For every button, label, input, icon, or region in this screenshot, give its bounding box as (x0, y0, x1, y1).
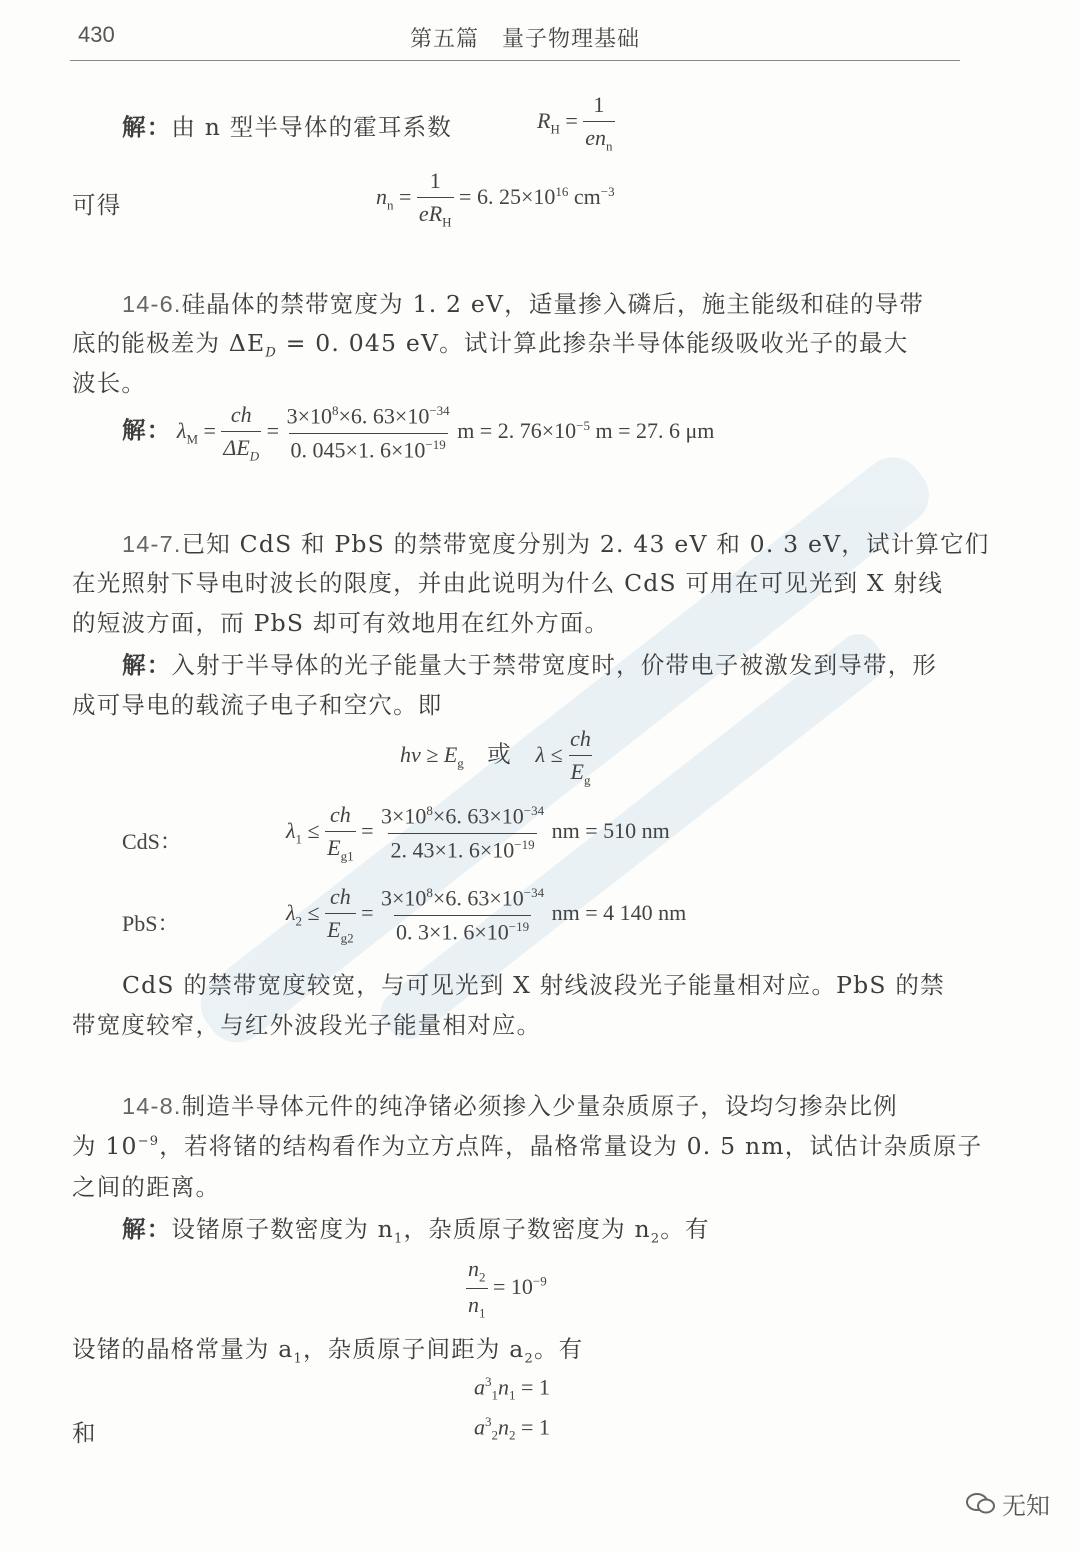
value: nm = 510 nm (551, 818, 670, 844)
text: λ ≤ (535, 742, 563, 768)
value: = 10 (493, 1273, 533, 1299)
sub: 2 (479, 1269, 486, 1285)
symbol: E (570, 759, 584, 784)
problem-line (122, 1087, 898, 1121)
exp: 16 (555, 183, 569, 199)
unit: cm (568, 184, 601, 210)
symbol: E (327, 917, 341, 942)
symbol: n (498, 1414, 509, 1440)
solution-line (72, 1330, 583, 1367)
sub: n (606, 138, 613, 154)
problem-line: 的短波方面，而 PbS 却可有效地用在红外方面。 (72, 609, 610, 637)
solution-label: 解： (122, 418, 172, 445)
formula-wavelength: 解： $\lambda_M$ = $\frac{ch}{\Delta E_D}$ = $\frac{3\times 10^8\times 6. 63\times 10^{-34}}{0. 045\times 1. 6\times 10^{-19}}$ m = 2. $76\times 10^{-5}$ m = 27. 6 μm (122, 402, 715, 464)
problem-line (122, 285, 924, 319)
fraction (568, 726, 593, 788)
sub: 2 (491, 1427, 498, 1443)
solution-label: 解： (122, 651, 172, 679)
sub: 1 (295, 831, 303, 847)
exp: 8 (426, 803, 433, 819)
numerator: 1 (593, 92, 605, 117)
sub: 1 (479, 1305, 486, 1321)
text: hν ≥ E (400, 742, 458, 768)
sub: 1 (491, 1387, 498, 1403)
exp: −19 (508, 918, 530, 934)
running-header: 第五篇 量子物理基础 (410, 27, 641, 52)
exp: −5 (576, 417, 590, 433)
text: ，杂质原子间距为 a (302, 1335, 525, 1363)
exp: −34 (429, 403, 450, 419)
symbol: λ (176, 418, 187, 444)
conclusion-line: 带宽度较窄，与红外波段光子能量相对应。 (72, 1011, 542, 1039)
exp: −19 (425, 436, 446, 452)
value: m = 2. 76×10 (457, 418, 577, 444)
formula-hall: $R_H$ = $\frac{1}{en_n}$ (537, 92, 613, 154)
fraction (285, 403, 452, 463)
fraction (325, 802, 355, 864)
text: ×6. 63×10 (432, 803, 524, 829)
text: 3×10 (286, 403, 333, 429)
sub: 1 (394, 1231, 404, 1247)
symbol: ΔE (223, 435, 250, 460)
problem-line (122, 525, 989, 559)
text: 入射于半导体的光子能量大于禁带宽度时，价带电子被激发到导带，形 (171, 651, 938, 679)
text: 由 n 型半导体的霍耳系数 (171, 113, 453, 141)
brand-name: 无知 (1002, 1492, 1050, 1520)
text: 硅晶体的禁带宽度为 1. 2 eV，适量掺入磷后，施主能级和硅的导带 (181, 290, 925, 318)
problem-number: 14-7. (122, 531, 182, 557)
text: 制造半导体元件的纯净锗必须掺入少量杂质原子，设均匀掺杂比例 (181, 1092, 898, 1120)
sub: g (583, 772, 591, 788)
text: 或 (487, 742, 512, 769)
numerator: 1 (429, 168, 441, 193)
fraction (221, 402, 261, 464)
sub: g1 (340, 848, 354, 864)
fraction (325, 884, 355, 946)
numerator: ch (570, 726, 591, 751)
cds-label: CdS： (122, 829, 182, 854)
symbol: e (418, 201, 429, 226)
text: ，若将锗的结构看作为立方点阵，晶格常量设为 0. 5 nm，试估计杂质原子 (159, 1132, 983, 1160)
brand-logo (966, 1486, 1050, 1521)
value: = 6. 25×10 (459, 184, 556, 210)
text: 已知 CdS 和 PbS 的禁带宽度分别为 2. 43 eV 和 0. 3 eV，试计算它们 (181, 530, 990, 558)
numerator: ch (329, 884, 351, 909)
solution-line (122, 646, 937, 680)
exp: 3 (485, 1414, 492, 1429)
sub: H (442, 214, 452, 230)
solution-label: 解： (122, 1215, 172, 1243)
solution-line (122, 108, 452, 142)
value: nm = 4 140 nm (551, 900, 687, 926)
text: 2. 43×1. 6×10 (390, 837, 515, 863)
problem-number: 14-6. (122, 291, 182, 317)
sub: 1 (509, 1387, 516, 1403)
sub: n (387, 197, 394, 213)
text-line: 可得 (72, 191, 122, 219)
fraction (466, 1256, 488, 1322)
text: ×6. 63×10 (432, 885, 524, 911)
formula-pbs: $\lambda_2$ ≤ $\frac{ch}{E_{g2}}$ = $\frac{3\times 10^8\times 6. 63\times 10^{-34}}{0. 3\times 1. 6\times 10^{-19}}$ nm = 4 140 nm (286, 884, 687, 946)
sub: M (186, 431, 198, 447)
formula-eq2 (474, 1414, 550, 1444)
sub: g (457, 755, 464, 771)
pbs-label: PbS： (122, 911, 180, 936)
text-line: 和 (72, 1419, 97, 1447)
problem-line: 在光照射下导电时波长的限度，并由此说明为什么 CdS 可用在可见光到 X 射线 (72, 569, 944, 597)
value: = 1 (515, 1374, 550, 1400)
exp: 8 (332, 403, 339, 419)
exp: 3 (485, 1374, 492, 1389)
solution-line (122, 1210, 710, 1247)
exp: −34 (523, 885, 545, 901)
sub: H (550, 121, 560, 137)
symbol: n (595, 125, 607, 150)
exp: −9 (137, 1134, 160, 1150)
problem-number: 14-8. (122, 1093, 182, 1119)
problem-line: 之间的距离。 (72, 1173, 221, 1201)
problem-line (72, 1127, 982, 1161)
problem-line: 波长。 (72, 369, 147, 397)
conclusion-line: CdS 的禁带宽度较宽，与可见光到 X 射线波段光子能量相对应。PbS 的禁 (122, 971, 945, 999)
symbol: λ (286, 818, 296, 844)
formula-density: $n_n$ = $\frac{1}{eR_H}$ = 6. $25\times 10^{16}$ $cm^{-3}$ (376, 168, 615, 230)
numerator: ch (230, 402, 252, 427)
exp: −34 (523, 803, 545, 819)
text: 0. 045×1. 6×10 (290, 437, 426, 463)
text: 。有 (533, 1335, 584, 1363)
page-number: 430 (78, 22, 115, 47)
sub: 1 (293, 1351, 303, 1367)
sub: 2 (509, 1427, 516, 1443)
solution-line: 成可导电的载流子电子和空穴。即 (72, 691, 443, 719)
value: = 1 (515, 1414, 550, 1440)
sub: D (265, 345, 278, 361)
symbol: n (376, 184, 387, 210)
value: m = 27. 6 μm (589, 418, 715, 444)
exp: −9 (532, 1273, 547, 1289)
symbol: R (537, 108, 551, 134)
formula-condition (400, 726, 593, 788)
problem-line (72, 324, 908, 361)
symbol: E (327, 835, 341, 860)
sub: D (249, 448, 260, 464)
text: 设锗原子数密度为 n (171, 1215, 395, 1243)
sub: 2 (650, 1231, 661, 1247)
numerator: ch (329, 802, 351, 827)
text: 0. 3×1. 6×10 (395, 919, 509, 945)
text: = 0. 045 eV。试计算此掺杂半导体能级吸收光子的最大 (277, 329, 909, 357)
symbol: a (474, 1414, 485, 1440)
fraction (583, 92, 614, 154)
solution-label: 解： (122, 113, 172, 141)
text: 3×10 (380, 885, 427, 911)
text: 为 10 (72, 1132, 138, 1160)
fraction (379, 803, 546, 863)
text: 。有 (660, 1215, 710, 1243)
text: ×6. 63×10 (338, 403, 430, 429)
formula-eq1 (474, 1374, 550, 1404)
text: ，杂质原子数密度为 n (403, 1215, 651, 1243)
chat-bubble-icon (966, 1492, 996, 1516)
fraction (379, 885, 546, 945)
header-rule (70, 60, 960, 61)
symbol: n (468, 1256, 479, 1281)
formula-ratio (466, 1256, 547, 1322)
symbol: λ (286, 900, 296, 926)
formula-cds: $\lambda_1$ ≤ $\frac{ch}{E_{g1}}$ = $\frac{3\times 10^8\times 6. 63\times 10^{-34}}{2. 43\times 1. 6\times 10^{-19}}$ nm = 510 nm (286, 802, 670, 864)
text: 3×10 (380, 803, 427, 829)
sub: g2 (340, 930, 354, 946)
symbol: a (474, 1374, 485, 1400)
text: 底的能极差为 ΔE (72, 329, 266, 357)
exp: −3 (600, 183, 615, 199)
symbol: R (428, 201, 443, 226)
symbol: n (468, 1292, 479, 1318)
sub: 2 (295, 913, 303, 929)
sub: 2 (524, 1351, 534, 1367)
exp: −19 (514, 836, 535, 852)
text: 设锗的晶格常量为 a (72, 1335, 294, 1363)
symbol: n (498, 1374, 509, 1400)
fraction (417, 168, 454, 230)
exp: 8 (426, 885, 433, 901)
symbol: e (585, 125, 596, 150)
